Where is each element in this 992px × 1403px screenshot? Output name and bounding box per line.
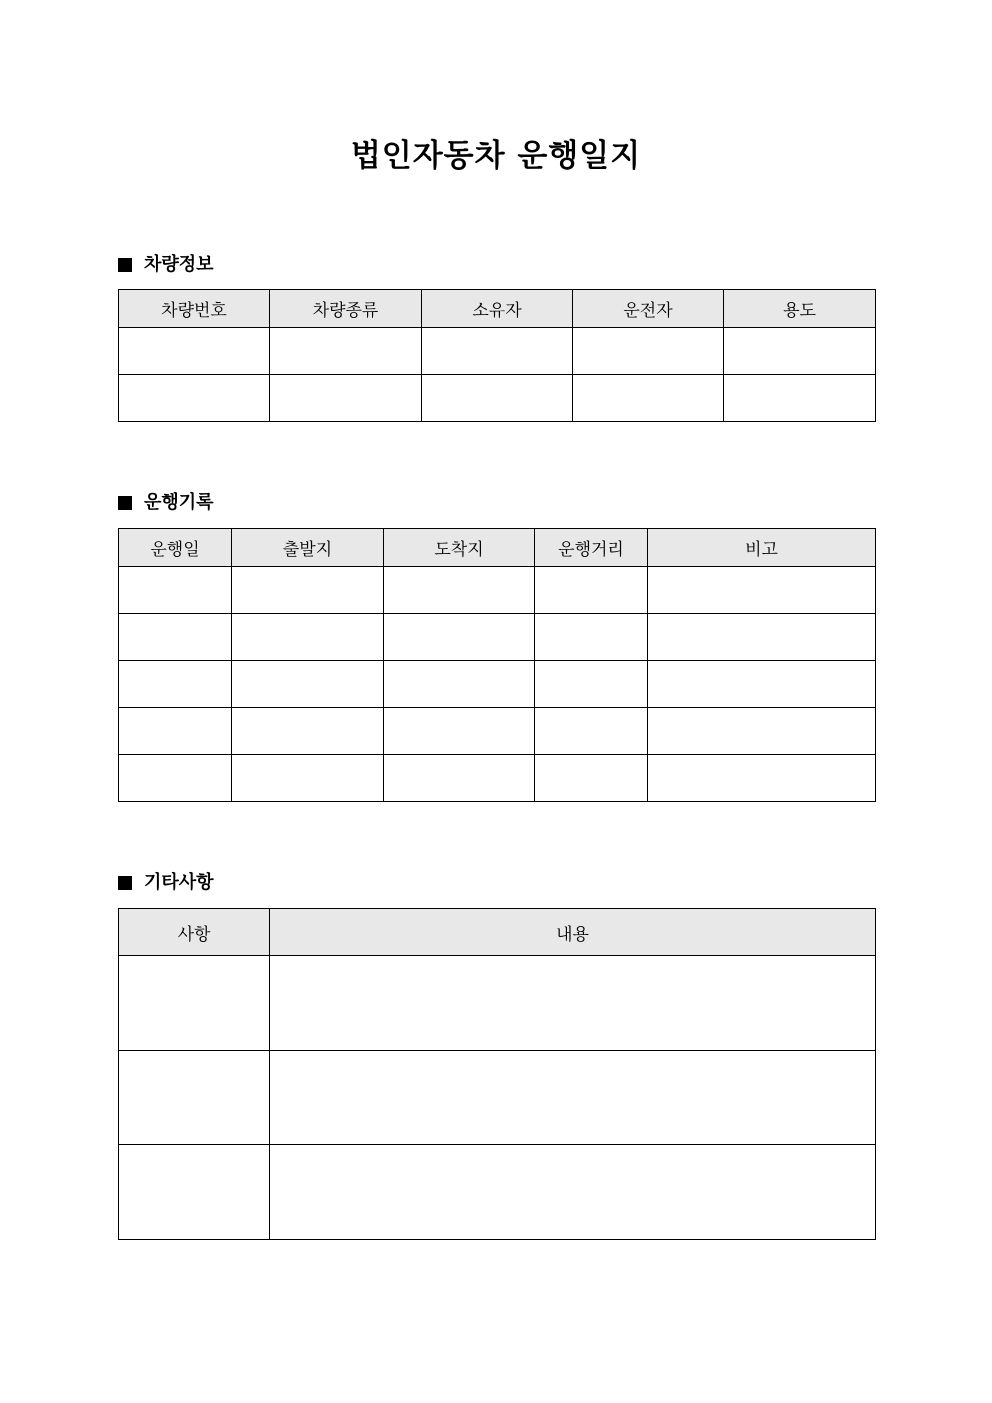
table-cell[interactable] (270, 1145, 876, 1240)
table-cell[interactable] (535, 661, 648, 708)
column-header: 차량번호 (119, 290, 270, 328)
vehicle-info-table (118, 289, 876, 422)
table-cell[interactable] (724, 328, 876, 375)
table-cell[interactable] (648, 661, 876, 708)
table-cell[interactable] (384, 614, 535, 661)
table-cell[interactable] (119, 1051, 270, 1145)
table-cell[interactable] (119, 661, 232, 708)
table-cell[interactable] (119, 755, 232, 802)
column-header: 용도 (724, 290, 876, 328)
column-header: 운전자 (573, 290, 724, 328)
table-cell[interactable] (270, 1051, 876, 1145)
table-cell[interactable] (648, 755, 876, 802)
section-title: 차량정보 (144, 254, 214, 275)
table-cell[interactable] (535, 567, 648, 614)
table-row (119, 956, 876, 1051)
column-header: 운행거리 (535, 529, 648, 567)
other-notes-table (118, 908, 876, 1240)
square-bullet-icon (118, 258, 132, 272)
table-cell[interactable] (270, 956, 876, 1051)
table-row (119, 375, 876, 422)
table-row (119, 661, 876, 708)
table-cell[interactable] (648, 708, 876, 755)
table-cell[interactable] (648, 614, 876, 661)
table-cell[interactable] (648, 567, 876, 614)
column-header: 출발지 (232, 529, 384, 567)
table-row (119, 708, 876, 755)
table-row (119, 755, 876, 802)
table-cell[interactable] (119, 567, 232, 614)
table-cell[interactable] (384, 755, 535, 802)
table-header-row (119, 529, 876, 567)
section-heading-other-notes (118, 871, 214, 895)
table-cell[interactable] (119, 614, 232, 661)
column-header: 소유자 (422, 290, 573, 328)
table-cell[interactable] (535, 755, 648, 802)
table-cell[interactable] (119, 708, 232, 755)
column-header: 내용 (270, 909, 876, 956)
table-cell[interactable] (119, 1145, 270, 1240)
section-title: 운행기록 (144, 492, 214, 513)
section-heading-trip-log (118, 491, 214, 515)
column-header: 도착지 (384, 529, 535, 567)
section-heading-vehicle-info (118, 253, 214, 277)
table-row (119, 614, 876, 661)
column-header: 비고 (648, 529, 876, 567)
table-cell[interactable] (535, 708, 648, 755)
table-cell[interactable] (535, 614, 648, 661)
table-row (119, 1051, 876, 1145)
table-cell[interactable] (119, 375, 270, 422)
table-cell[interactable] (232, 661, 384, 708)
section-title: 기타사항 (144, 872, 214, 893)
table-cell[interactable] (270, 328, 422, 375)
table-cell[interactable] (384, 567, 535, 614)
table-cell[interactable] (232, 567, 384, 614)
table-row (119, 328, 876, 375)
table-cell[interactable] (573, 328, 724, 375)
column-header: 사항 (119, 909, 270, 956)
column-header: 차량종류 (270, 290, 422, 328)
table-cell[interactable] (119, 328, 270, 375)
page-title: 법인자동차 운행일지 (350, 138, 642, 174)
table-cell[interactable] (422, 375, 573, 422)
column-header: 운행일 (119, 529, 232, 567)
table-cell[interactable] (384, 708, 535, 755)
table-cell[interactable] (270, 375, 422, 422)
table-row (119, 567, 876, 614)
table-cell[interactable] (573, 375, 724, 422)
square-bullet-icon (118, 496, 132, 510)
trip-log-table (118, 528, 876, 802)
table-header-row (119, 290, 876, 328)
table-cell[interactable] (724, 375, 876, 422)
table-cell[interactable] (232, 755, 384, 802)
table-header-row (119, 909, 876, 956)
table-cell[interactable] (422, 328, 573, 375)
table-cell[interactable] (384, 661, 535, 708)
table-row (119, 1145, 876, 1240)
table-cell[interactable] (232, 614, 384, 661)
table-cell[interactable] (232, 708, 384, 755)
square-bullet-icon (118, 876, 132, 890)
table-cell[interactable] (119, 956, 270, 1051)
